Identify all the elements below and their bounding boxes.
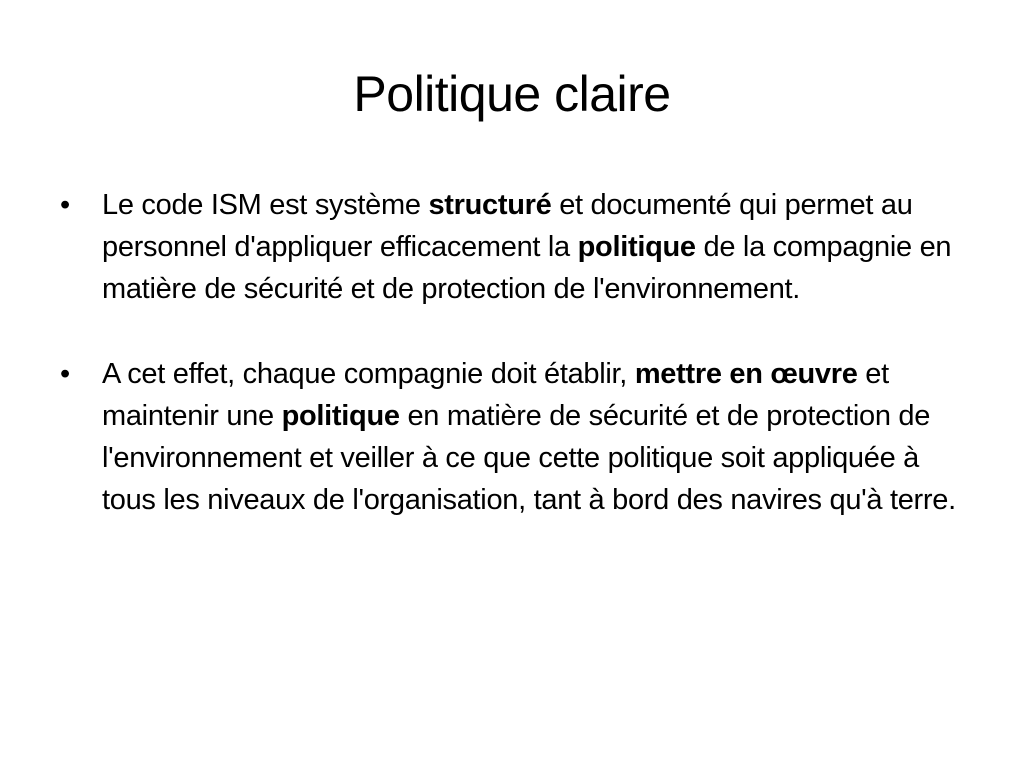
bullet-list <box>58 184 958 521</box>
text-segment: et maintenir une <box>102 358 889 432</box>
text-segment: et documenté qui permet au personnel d'appliquer efficacement la <box>102 189 913 263</box>
bold-segment: politique <box>577 231 696 263</box>
bullet-icon: • <box>60 189 70 221</box>
bullet-item-1 <box>58 184 958 310</box>
text-segment: de la compagnie en matière de sécurité et de protection de l'environnement. <box>102 231 952 305</box>
text-segment: A cet effet, chaque compagnie doit établir, <box>102 358 635 390</box>
slide-title: Politique claire <box>353 66 671 122</box>
bullet-text <box>102 189 951 305</box>
text-segment: en matière de sécurité et de protection de l'environnement et veiller à ce que cette politique soit appliquée à tous les niveaux de l'organisation, tant à bord des navires qu'à terre. <box>102 400 956 516</box>
text-segment: Le code ISM est système <box>102 189 429 221</box>
bullet-item-2 <box>58 353 958 521</box>
bold-segment: politique <box>281 400 400 432</box>
bold-segment: structuré <box>428 189 552 221</box>
bold-segment: mettre en œuvre <box>634 358 858 390</box>
bullet-icon: • <box>60 358 70 390</box>
bullet-text <box>102 358 956 516</box>
